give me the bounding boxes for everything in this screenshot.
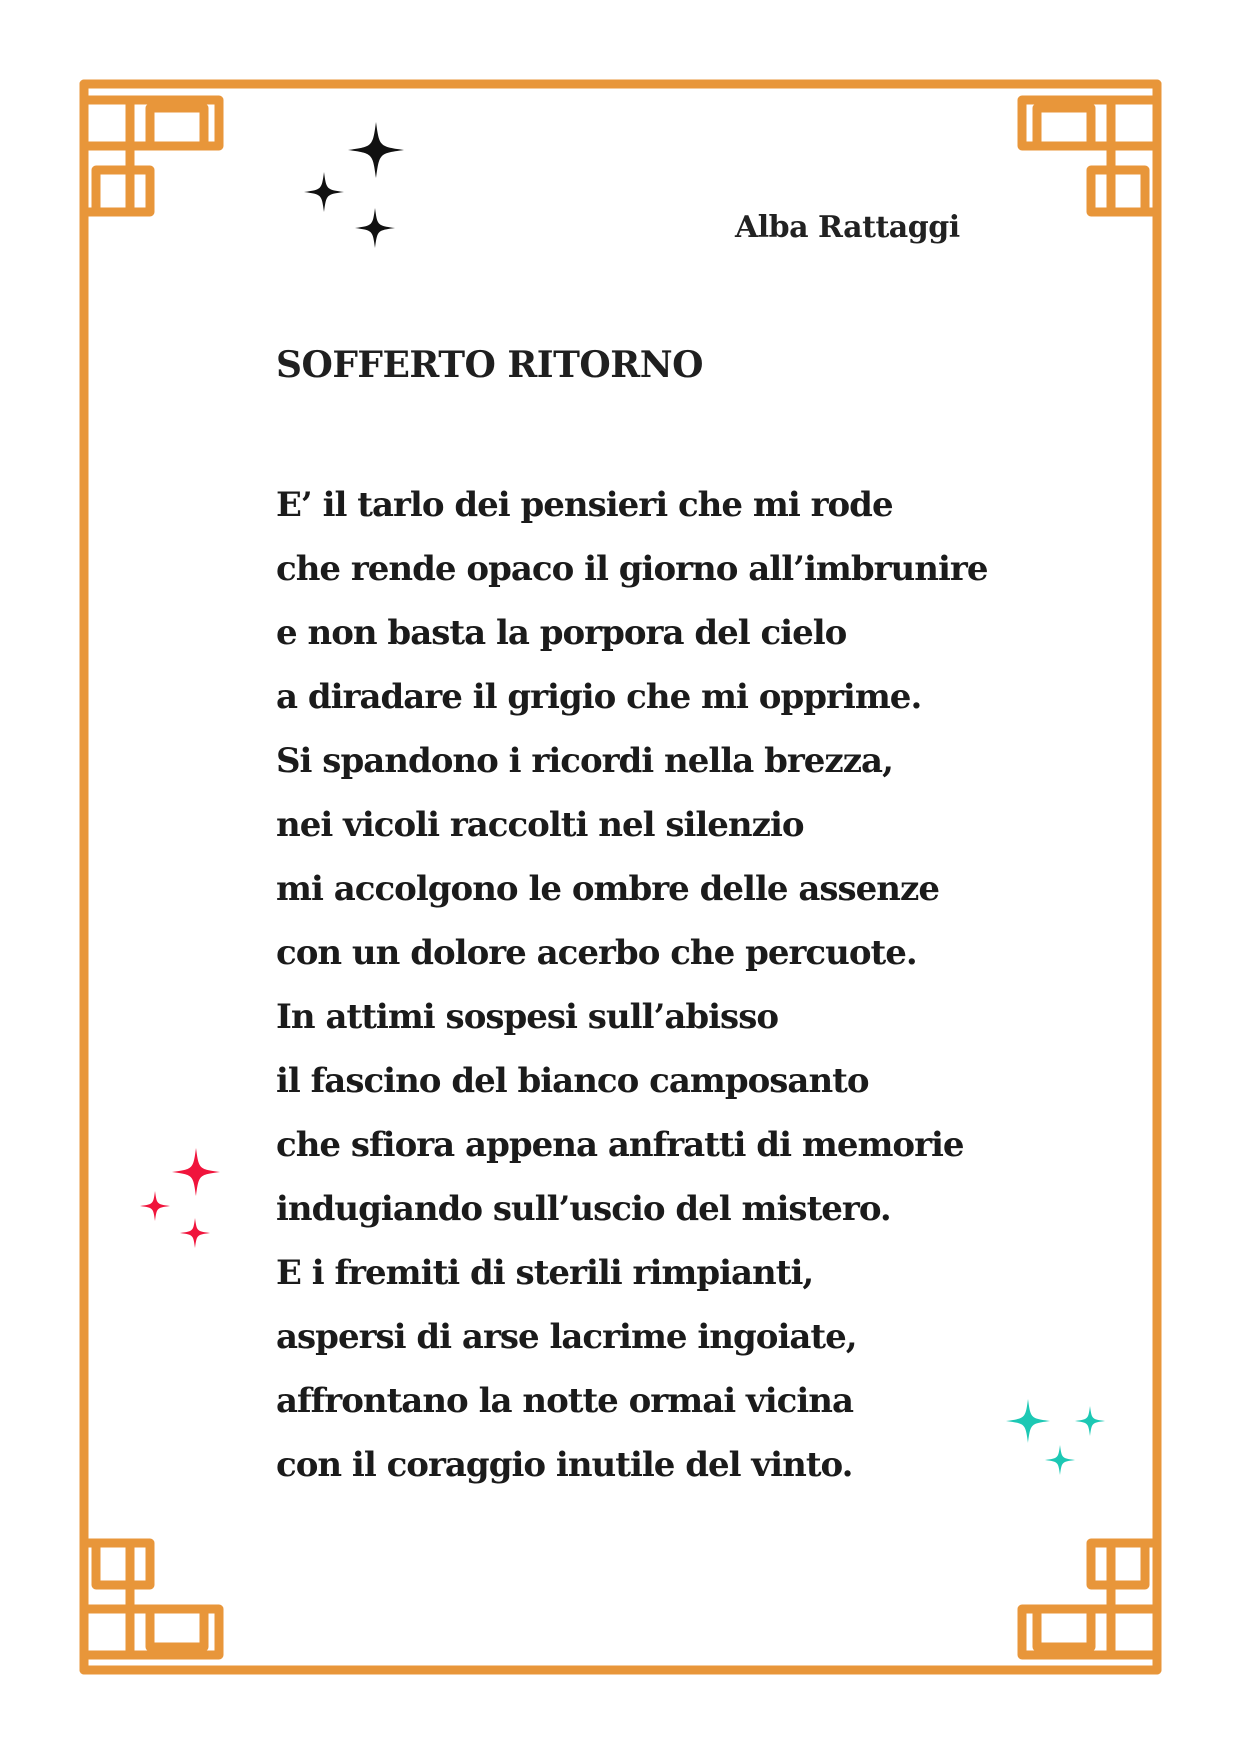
- poem-line: e non basta la porpora del cielo: [276, 613, 847, 653]
- poem-line: mi accolgono le ombre delle assenze: [276, 869, 939, 909]
- poem-body: [276, 473, 987, 1497]
- poem-line: In attimi sospesi sull’abisso: [276, 997, 779, 1037]
- sparkle-icon-top: [304, 122, 404, 248]
- poem-line: E i fremiti di sterili rimpianti,: [276, 1253, 814, 1293]
- author-name: Alba Rattaggi: [735, 210, 960, 245]
- poem-line: a diradare il grigio che mi opprime.: [276, 677, 922, 717]
- poem-line: il fascino del bianco camposanto: [276, 1061, 869, 1101]
- poem-line: con il coraggio inutile del vinto.: [276, 1445, 853, 1485]
- poem-line: E’ il tarlo dei pensieri che mi rode: [276, 485, 893, 525]
- poem-line: con un dolore acerbo che percuote.: [276, 933, 917, 973]
- sparkle-icon-right: [1006, 1399, 1105, 1475]
- sparkle-icon-left: [140, 1148, 220, 1248]
- poem-line: nei vicoli raccolti nel silenzio: [276, 805, 804, 845]
- poem-line: affrontano la notte ormai vicina: [276, 1381, 854, 1421]
- poem-line: aspersi di arse lacrime ingoiate,: [276, 1317, 857, 1357]
- poem-title: SOFFERTO RITORNO: [276, 344, 703, 386]
- poem-line: che sfiora appena anfratti di memorie: [276, 1125, 964, 1165]
- poem-line: che rende opaco il giorno all’imbrunire: [276, 549, 988, 589]
- poem-line: Si spandono i ricordi nella brezza,: [276, 741, 893, 781]
- poem-line: indugiando sull’uscio del mistero.: [276, 1189, 891, 1229]
